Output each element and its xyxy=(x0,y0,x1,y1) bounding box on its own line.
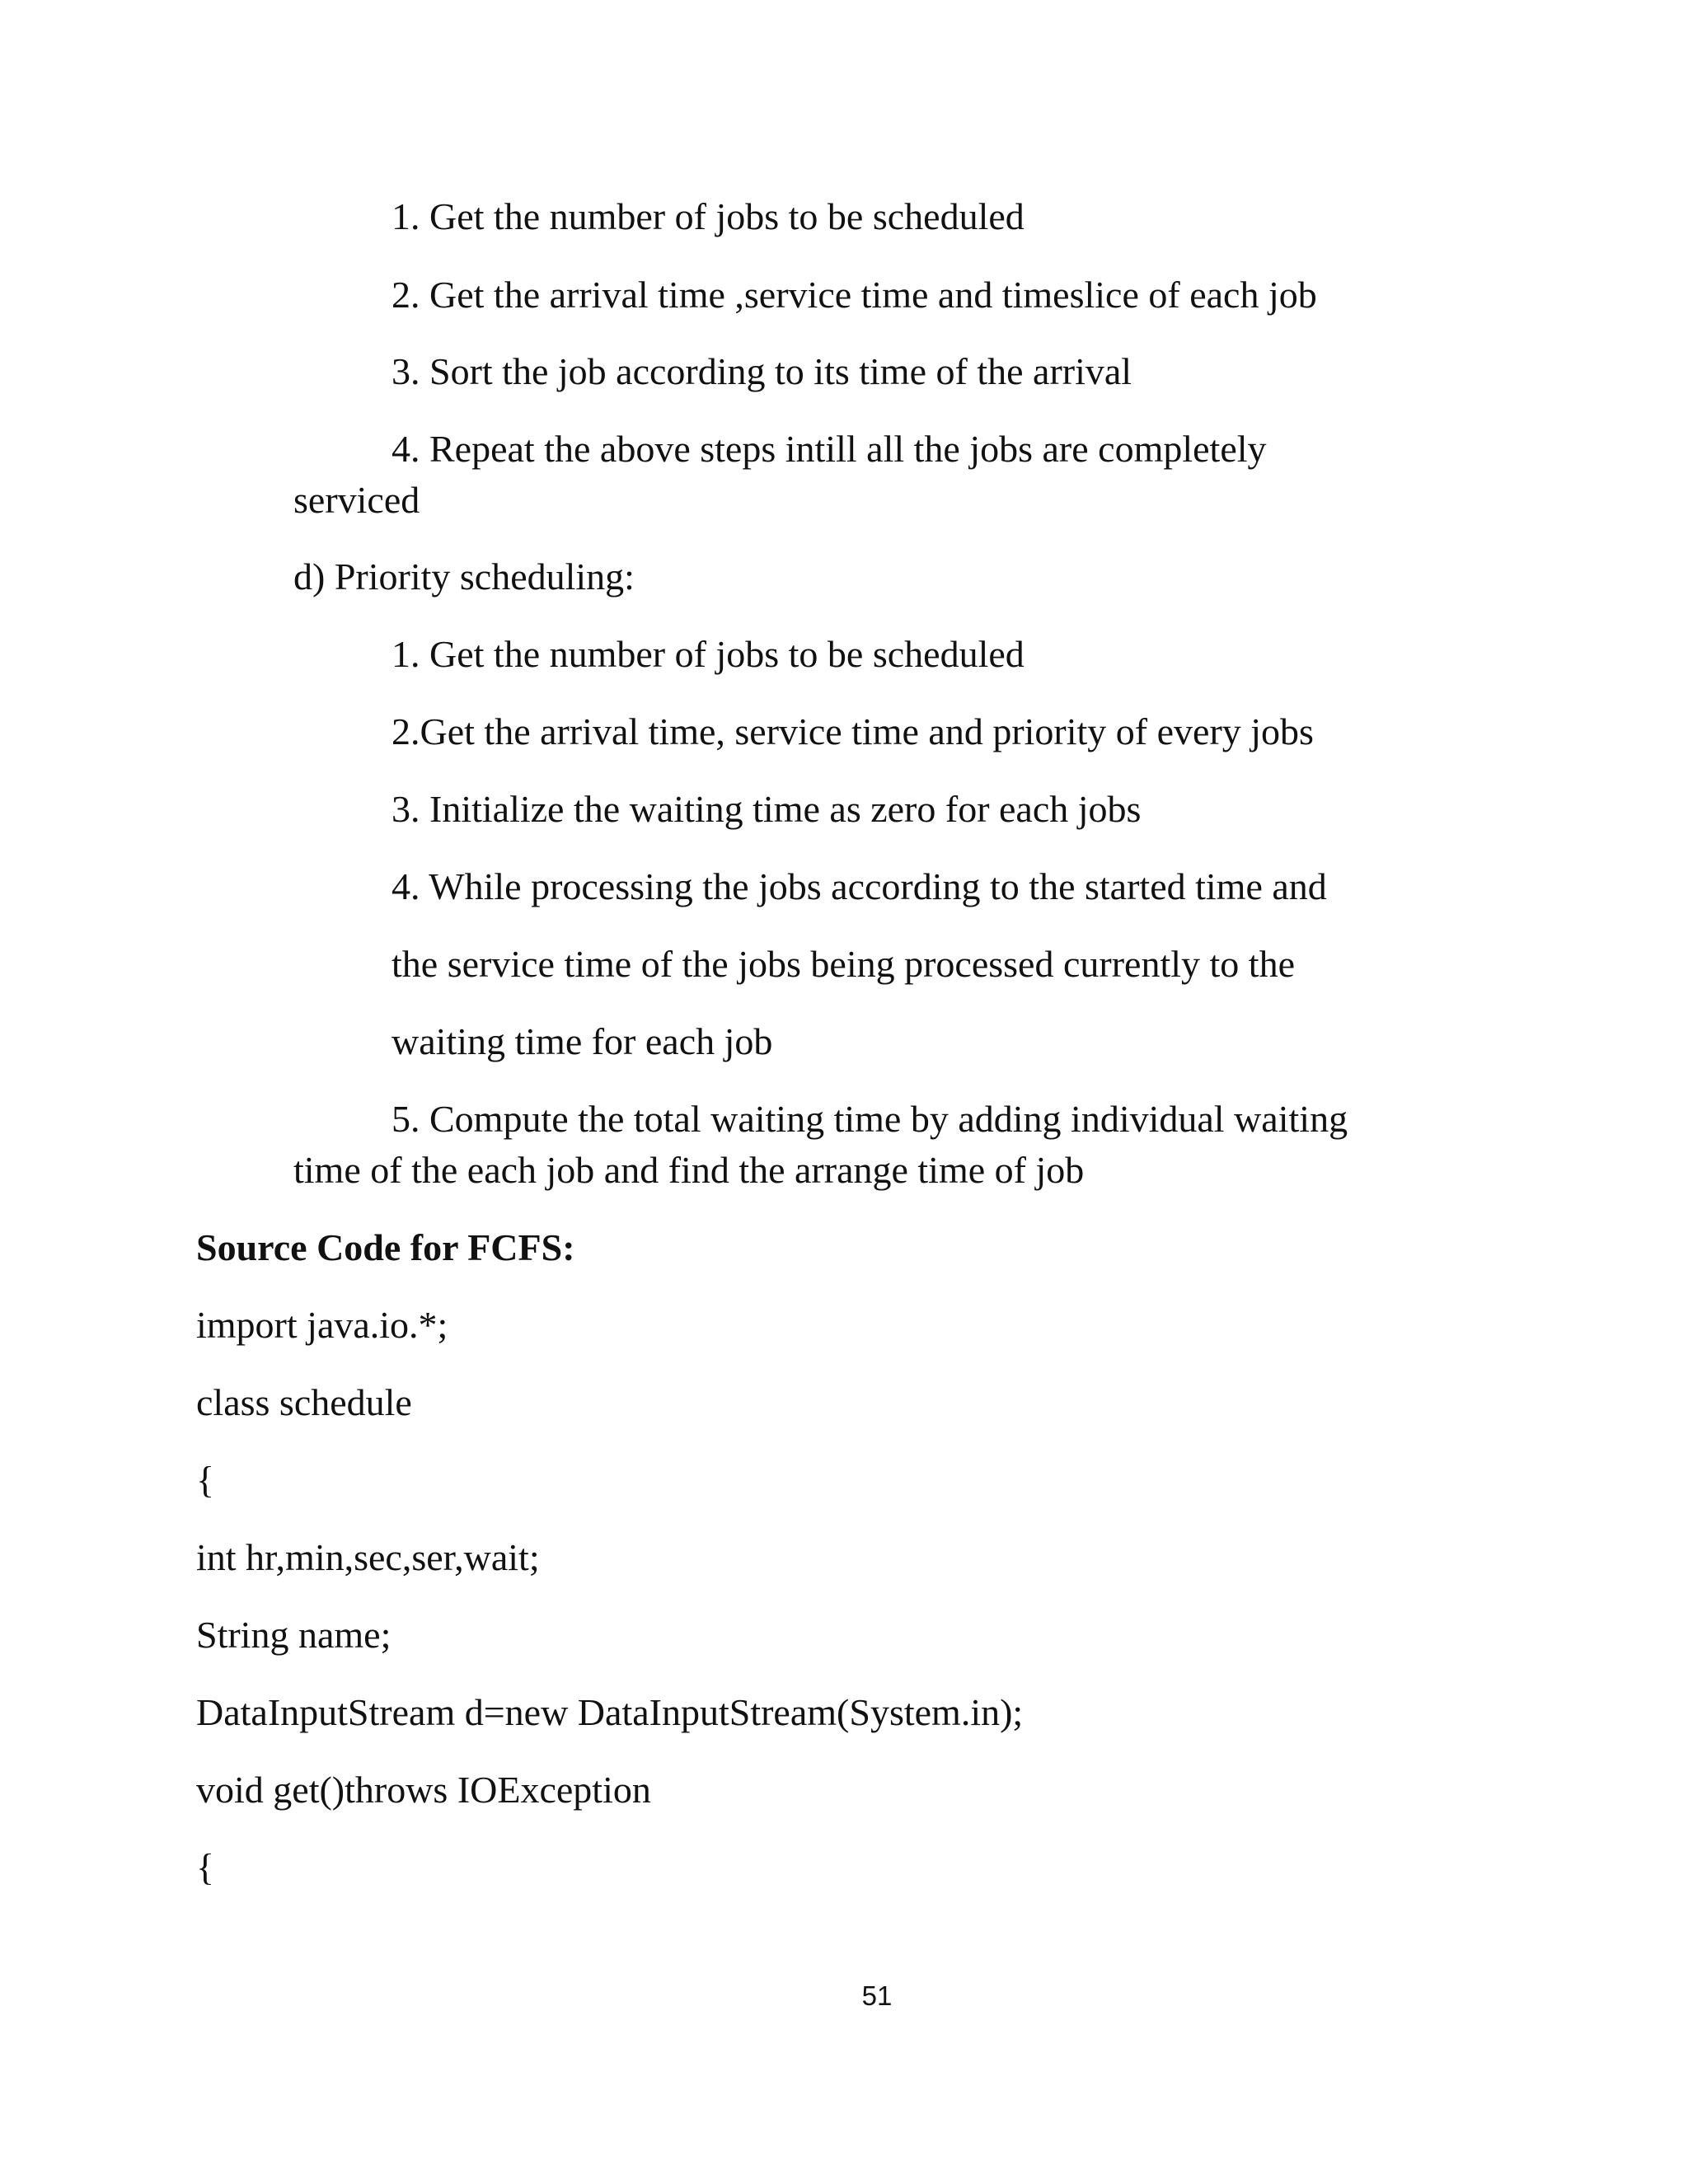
page-number: 51 xyxy=(861,1980,893,2011)
priority-step-3: 3. Initialize the waiting time as zero for each jobs xyxy=(392,788,1142,830)
priority-heading: d) Priority scheduling: xyxy=(293,555,635,598)
code-line: class schedule xyxy=(196,1381,412,1423)
rr-step-3: 3. Sort the job according to its time of the arrival xyxy=(392,350,1132,392)
priority-step-5-line-1: 5. Compute the total waiting time by adding individual waiting xyxy=(392,1098,1348,1140)
rr-step-4-line-2: serviced xyxy=(293,479,420,521)
priority-step-1: 1. Get the number of jobs to be scheduled xyxy=(392,633,1025,675)
code-line: DataInputStream d=new DataInputStream(System.in); xyxy=(196,1691,1024,1733)
code-line: int hr,min,sec,ser,wait; xyxy=(196,1536,540,1578)
priority-step-4-line-3: waiting time for each job xyxy=(392,1020,773,1062)
priority-step-4-line-1: 4. While processing the jobs according to the started time and xyxy=(392,865,1327,907)
priority-step-2: 2.Get the arrival time, service time and priority of every jobs xyxy=(392,710,1314,752)
source-code-heading: Source Code for FCFS: xyxy=(196,1226,575,1268)
rr-step-4-line-1: 4. Repeat the above steps intill all the jobs are completely xyxy=(392,428,1267,470)
code-line: { xyxy=(196,1459,215,1501)
code-line: void get()throws IOException xyxy=(196,1769,651,1811)
code-line: String name; xyxy=(196,1614,392,1656)
code-line: { xyxy=(196,1846,215,1888)
priority-step-4-line-2: the service time of the jobs being processed currently to the xyxy=(392,943,1295,985)
rr-step-2: 2. Get the arrival time ,service time and timeslice of each job xyxy=(392,274,1317,316)
code-line: import java.io.*; xyxy=(196,1304,448,1346)
priority-step-5-line-2: time of the each job and find the arrange time of job xyxy=(293,1149,1085,1191)
rr-step-1: 1. Get the number of jobs to be scheduled xyxy=(392,195,1025,237)
